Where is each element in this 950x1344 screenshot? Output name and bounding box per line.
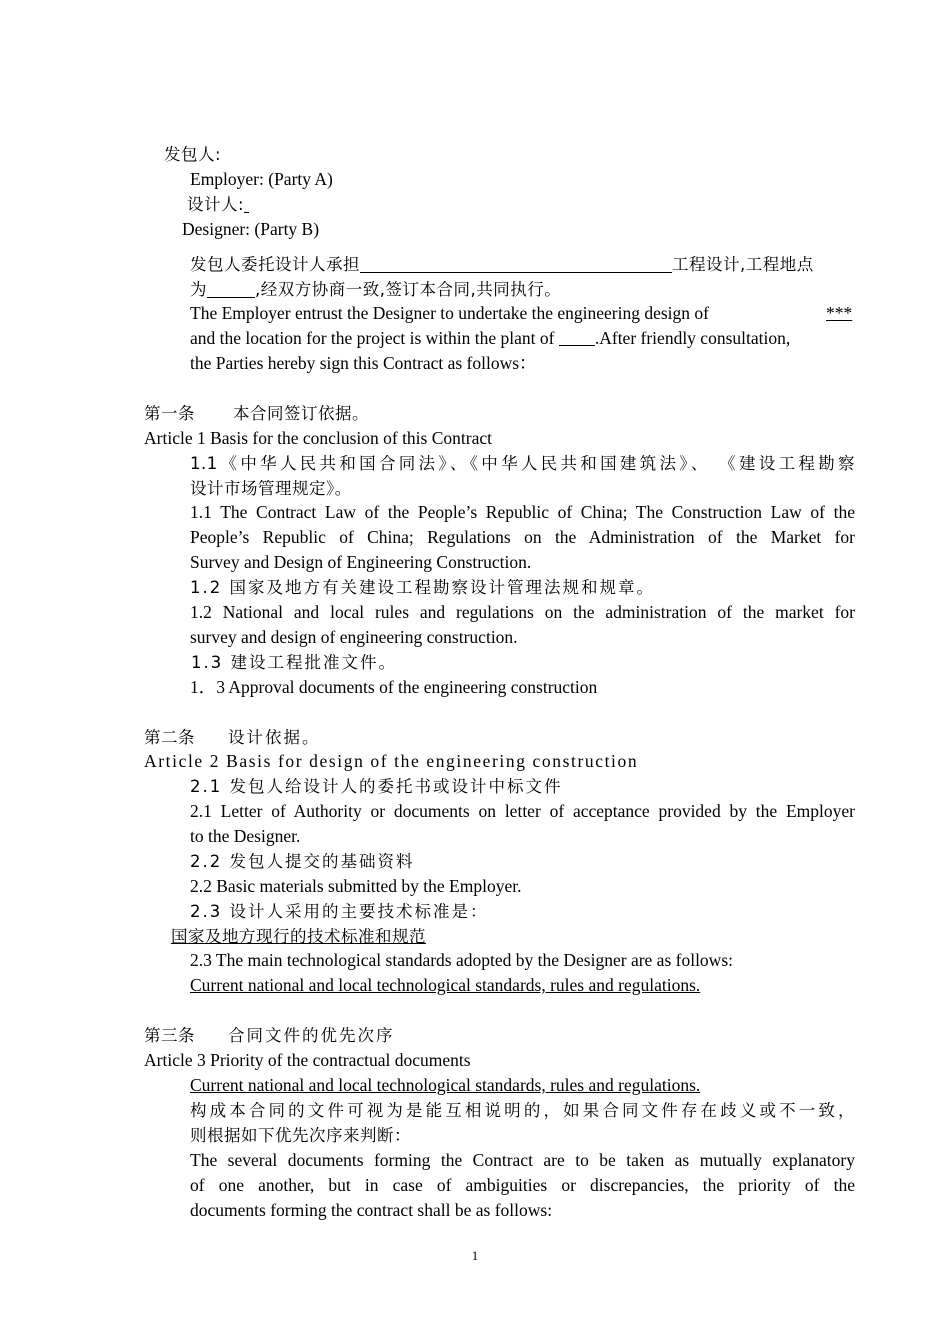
article3-heading-en: Article 3 Priority of the contractual documents (144, 1050, 471, 1070)
project-name-stars: *** (826, 303, 853, 323)
project-location-blank (207, 279, 255, 298)
article1-heading-en: Article 1 Basis for the conclusion of this Contract (144, 428, 492, 448)
article2-item1-en-line1: 2.1 Letter of Authority or documents on letter of acceptance provided by the Employer (190, 801, 855, 821)
article2-title-cn: 设计依据。 (228, 728, 321, 747)
designer-label-en: Designer: (Party B) (182, 219, 320, 239)
article1-item2-cn: 1.2 国家及地方有关建设工程勘察设计管理法规和规章。 (190, 578, 655, 597)
article1-item1-cn-line1: 1.1《中华人民共和国合同法》、《中华人民共和国建筑法》、 《建设工程勘察 (190, 454, 855, 473)
article3-number-cn: 第三条 (144, 1026, 195, 1045)
article3-cn-line2: 则根据如下优先次序来判断： (190, 1126, 411, 1145)
article2-item3-en: 2.3 The main technological standards adopted by the Designer are as follows: (190, 950, 733, 970)
article1-item1-en-line3: Survey and Design of Engineering Construction. (190, 552, 532, 572)
designer-label-cn (187, 192, 249, 217)
article1-item1-cn-line2: 设计市场管理规定》。 (190, 479, 352, 498)
designer-blank (244, 194, 249, 213)
article2-item3-cn: 2.3 设计人采用的主要技术标准是： (190, 902, 489, 921)
article2-standard-cn: 国家及地方现行的技术标准和规范 (171, 927, 426, 946)
article3-title-cn: 合同文件的优先次序 (228, 1026, 395, 1045)
article2-standard-en: Current national and local technological standards, rules and regulations. (190, 975, 701, 995)
intro-cn-line1 (190, 252, 814, 277)
article2-number-cn: 第二条 (144, 728, 195, 747)
article1-item2-en-line1: 1.2 National and local rules and regulations on the administration of the market for (190, 602, 855, 622)
intro-cn-line2 (190, 277, 561, 302)
article1-item1-en-line2: People’s Republic of China; Regulations on the Administration of the Market for (190, 527, 855, 547)
article1-item3-cn: 1.3 建设工程批准文件。 (191, 653, 397, 672)
intro-cn-text-d: ,经双方协商一致,签订本合同,共同执行。 (255, 280, 562, 299)
article1-item3-en: 1．3 Approval documents of the engineering construction (190, 677, 598, 697)
intro-en-text-a: and the location for the project is within the plant of (190, 328, 555, 348)
article3-en-line3: documents forming the contract shall be as follows: (190, 1200, 553, 1220)
plant-blank (559, 331, 595, 346)
employer-label-cn: 发包人: (164, 145, 222, 164)
article2-item2-cn: 2.2 发包人提交的基础资料 (190, 852, 415, 871)
page-number: 1 (471, 1248, 479, 1263)
designer-label-text: 设计人: (187, 195, 245, 214)
article3-standard-en: Current national and local technological standards, rules and regulations. (190, 1075, 701, 1095)
article3-en-line2: of one another, but in case of ambiguities or discrepancies, the priority of the (190, 1175, 855, 1195)
intro-cn-text-b: 工程设计,工程地点 (672, 255, 814, 274)
intro-en-text-b: .After friendly consultation, (594, 328, 791, 348)
article1-item1-en-line1: 1.1 The Contract Law of the People’s Republic of China; The Construction Law of the (190, 502, 855, 522)
article2-heading-cn (144, 725, 321, 750)
article2-item1-en-line2: to the Designer. (190, 826, 301, 846)
intro-en-line2 (190, 326, 790, 351)
article1-number-cn: 第一条 (144, 404, 195, 423)
intro-cn-text-c: 为 (190, 280, 207, 299)
article2-item2-en: 2.2 Basic materials submitted by the Employer. (190, 876, 522, 896)
intro-cn-text-a: 发包人委托设计人承担 (190, 255, 360, 274)
article3-cn-line1: 构成本合同的文件可视为是能互相说明的，如果合同文件存在歧义或不一致， (190, 1101, 855, 1120)
article1-title-cn: 本合同签订依据。 (233, 404, 369, 423)
employer-label-en: Employer: (Party A) (190, 169, 333, 189)
article2-item1-cn: 2.1 发包人给设计人的委托书或设计中标文件 (190, 777, 563, 796)
intro-en-line3: the Parties hereby sign this Contract as follows： (190, 353, 537, 373)
article3-en-line1: The several documents forming the Contract are to be taken as mutually explanatory (190, 1150, 855, 1170)
article3-heading-cn (144, 1023, 395, 1048)
article1-heading-cn (144, 401, 369, 426)
intro-en-line1: The Employer entrust the Designer to undertake the engineering design of (190, 303, 710, 323)
article1-item2-en-line2: survey and design of engineering construction. (190, 627, 518, 647)
article2-heading-en: Article 2 Basis for design of the engineering construction (144, 751, 639, 771)
project-name-blank (360, 254, 672, 273)
